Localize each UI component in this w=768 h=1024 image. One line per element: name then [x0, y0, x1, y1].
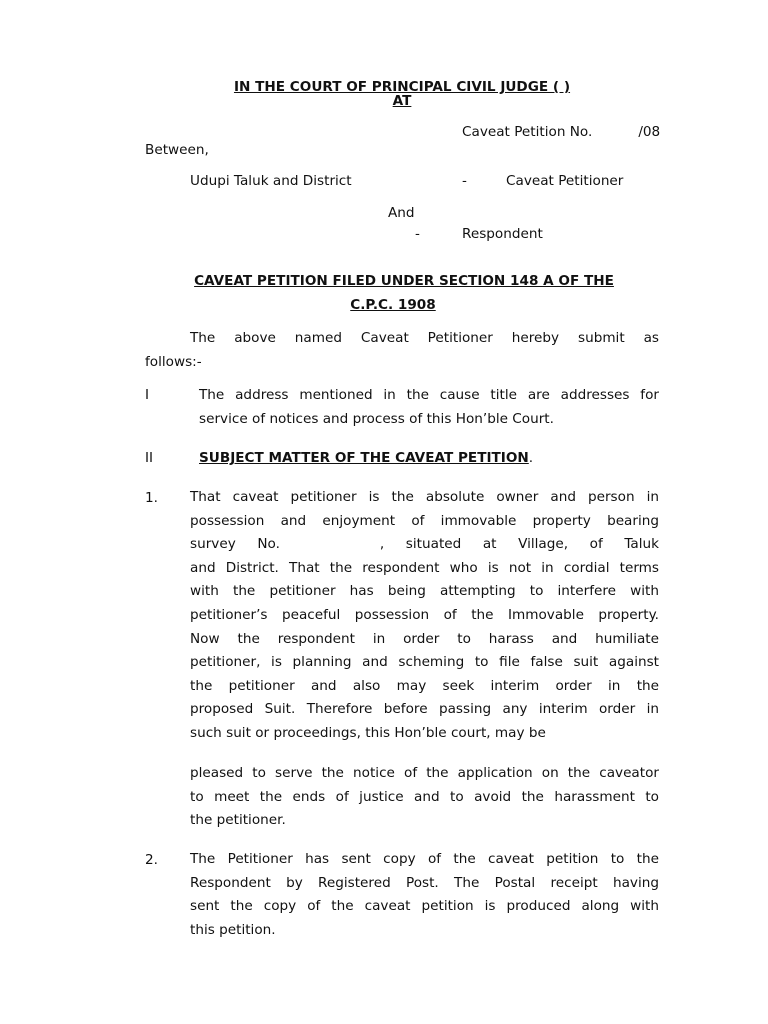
paragraph-line: pleased to serve the notice of the application on the caveator — [190, 765, 659, 781]
petitioner-dash: - — [462, 173, 467, 189]
section-ii-title-period: . — [528, 450, 534, 466]
section-ii-heading — [199, 450, 533, 466]
section-i-line: service of notices and process of this Hon’ble Court. — [199, 410, 554, 427]
paragraph-line: and District. That the respondent who is not in cordial terms — [190, 559, 659, 576]
and-label: And — [388, 205, 415, 221]
paragraph-line: Now the respondent in order to harass and humiliate — [190, 630, 659, 647]
section-ii-title: SUBJECT MATTER OF THE CAVEAT PETITION — [199, 450, 529, 466]
between-label: Between, — [145, 142, 209, 158]
caveat-number-year: /08 — [638, 124, 661, 140]
paragraph-line: with the petitioner has being attempting to interfere with — [190, 583, 659, 600]
paragraph-1-continuation — [190, 762, 659, 833]
section-ii-marker: II — [145, 450, 154, 466]
section-i-line: The address mentioned in the cause title are addresses for — [199, 387, 659, 403]
paragraph-line: That caveat petitioner is the absolute owner and person in — [190, 489, 659, 505]
paragraph-line-survey — [190, 533, 659, 557]
respondent-dash: - — [415, 226, 420, 242]
paragraph-line: Respondent by Registered Post. The Postal receipt having — [190, 874, 659, 891]
petition-heading-line2: C.P.C. 1908 — [350, 297, 436, 313]
paragraph-line: the petitioner. — [190, 812, 286, 829]
paragraph-line: petitioner’s peaceful possession of the Immovable property. — [190, 606, 659, 623]
respondent-role: Respondent — [462, 226, 543, 242]
paragraph-line: to meet the ends of justice and to avoid the harassment to — [190, 788, 659, 805]
paragraph-line: The Petitioner has sent copy of the caveat petition to the — [190, 851, 659, 867]
section-i-marker: I — [145, 387, 150, 403]
paragraph-line: sent the copy of the caveat petition is produced along with — [190, 898, 659, 915]
court-location: AT — [392, 93, 412, 109]
survey-location: , situated at Village, of Taluk — [379, 536, 659, 553]
paragraph-2-text — [190, 848, 659, 942]
petitioner-role: Caveat Petitioner — [506, 173, 624, 189]
paragraph-line: this petition. — [190, 921, 276, 938]
court-title: IN THE COURT OF PRINCIPAL CIVIL JUDGE ( ) — [233, 79, 571, 95]
intro-line: follows:- — [145, 353, 202, 370]
intro-paragraph — [145, 327, 659, 374]
paragraph-2-marker: 2. — [145, 852, 158, 868]
paragraph-line: petitioner, is planning and scheming to file false suit against — [190, 654, 659, 671]
petitioner-name: Udupi Taluk and District — [190, 173, 352, 189]
section-i-text — [199, 384, 659, 431]
paragraph-line: such suit or proceedings, this Hon’ble court, may be — [190, 724, 546, 741]
paragraph-line: possession and enjoyment of immovable property bearing — [190, 512, 659, 529]
survey-label: survey No. — [190, 536, 280, 553]
paragraph-line: the petitioner and also may seek interim order in the — [190, 677, 659, 694]
intro-line: The above named Caveat Petitioner hereby submit as — [190, 330, 659, 346]
paragraph-line: proposed Suit. Therefore before passing any interim order in — [190, 701, 659, 718]
paragraph-1-text — [190, 486, 659, 746]
paragraph-1-marker: 1. — [145, 490, 158, 506]
petition-heading-line1: CAVEAT PETITION FILED UNDER SECTION 148 A OF THE — [194, 273, 614, 289]
caveat-petition-number — [462, 124, 660, 140]
caveat-number-label: Caveat Petition No. — [462, 124, 593, 140]
